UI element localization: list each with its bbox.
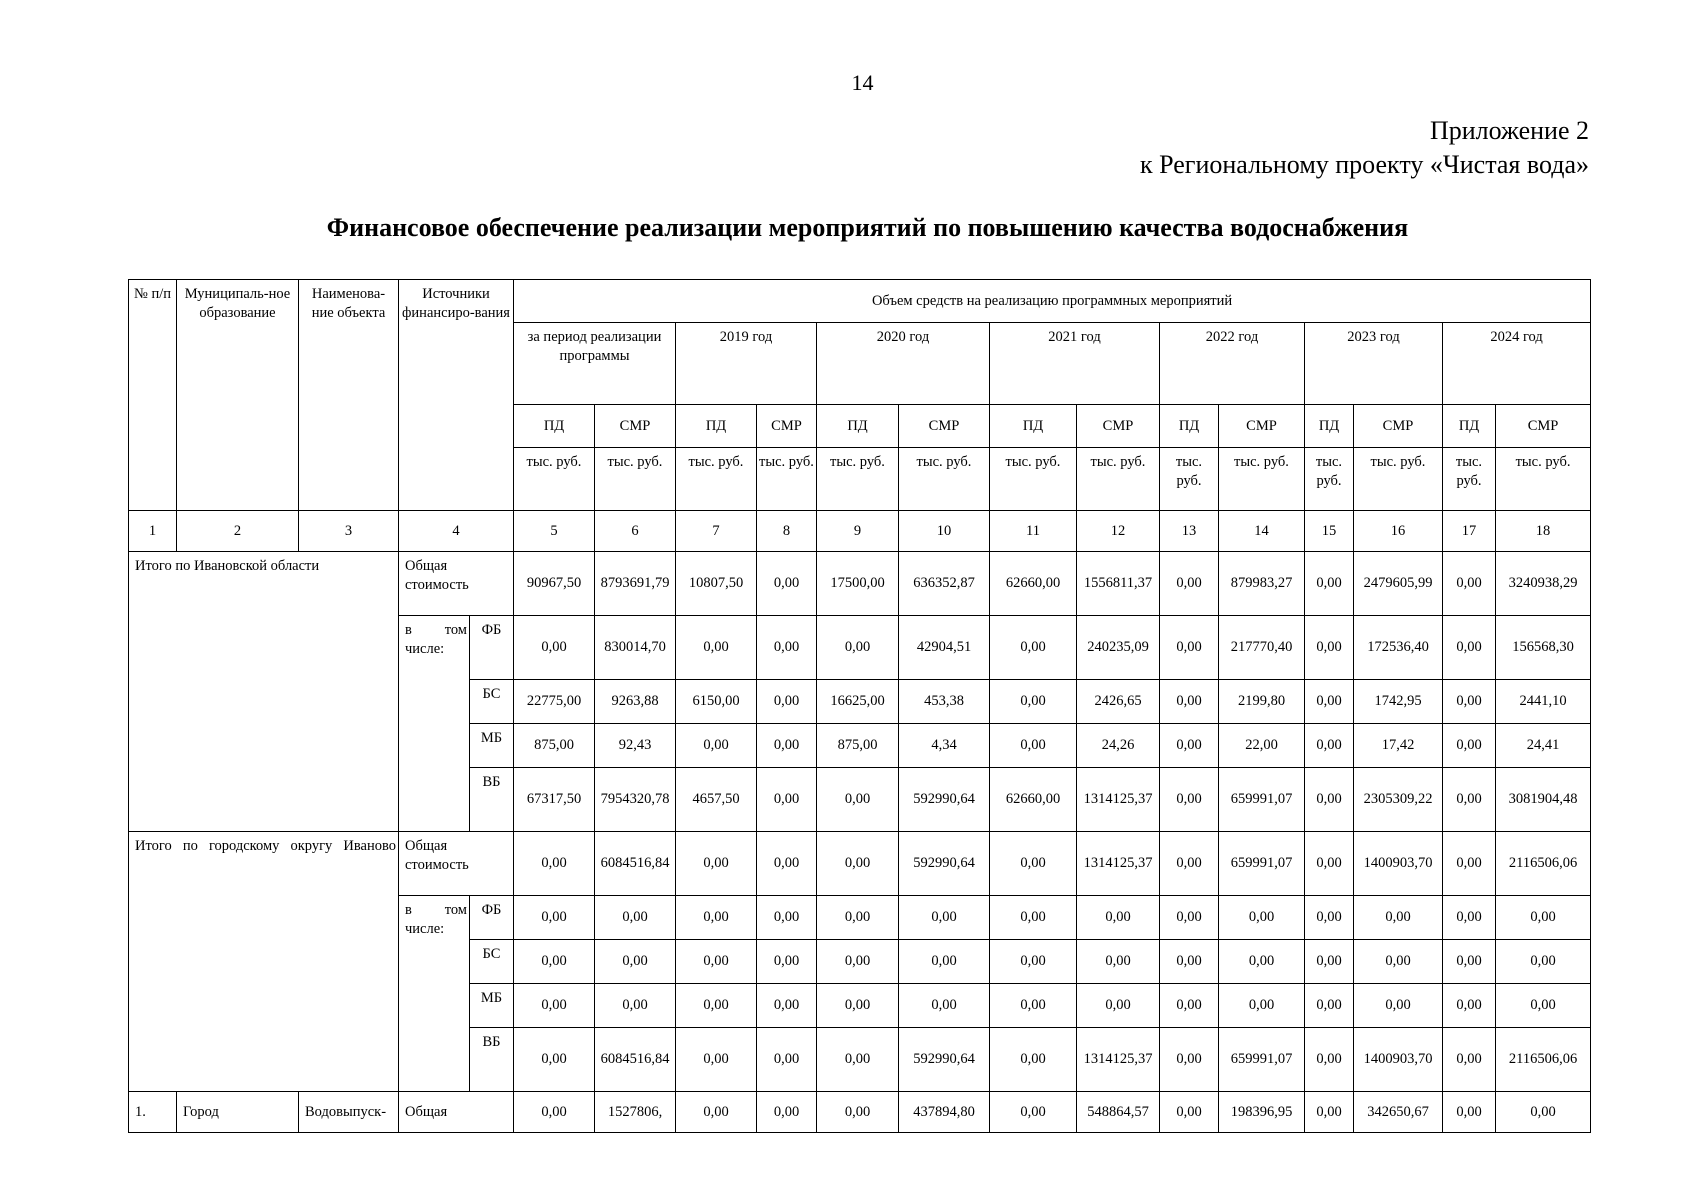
appendix-line-1: Приложение 2 — [1429, 116, 1589, 145]
value-cell: 156568,30 — [1496, 616, 1591, 680]
value-cell: 24,26 — [1077, 724, 1160, 768]
header-period: 2023 год — [1305, 323, 1443, 405]
value-cell: 879983,27 — [1219, 552, 1305, 616]
value-cell: 0,00 — [757, 724, 817, 768]
header-type: СМР — [899, 405, 990, 448]
header-unit: тыс. руб. — [1496, 448, 1591, 511]
value-cell: 0,00 — [676, 984, 757, 1028]
value-cell: 2199,80 — [1219, 680, 1305, 724]
value-cell: 0,00 — [1160, 832, 1219, 896]
header-column-number: 13 — [1160, 511, 1219, 552]
header-column-number: 6 — [595, 511, 676, 552]
value-cell: 0,00 — [514, 1092, 595, 1133]
value-cell: 1314125,37 — [1077, 1028, 1160, 1092]
value-cell: 2479605,99 — [1354, 552, 1443, 616]
value-cell: 0,00 — [1219, 984, 1305, 1028]
value-cell: 92,43 — [595, 724, 676, 768]
value-cell: 10807,50 — [676, 552, 757, 616]
value-cell: 0,00 — [1077, 984, 1160, 1028]
value-cell: 0,00 — [990, 616, 1077, 680]
header-period: 2022 год — [1160, 323, 1305, 405]
value-cell: 1527806, — [595, 1092, 676, 1133]
item-1-object: Водовыпуск- — [299, 1092, 399, 1133]
document-title: Финансовое обеспечение реализации мероприятий по повышению качества водоснабжения — [326, 213, 1409, 242]
value-cell: 0,00 — [676, 616, 757, 680]
value-cell: 0,00 — [757, 1028, 817, 1092]
header-unit: тыс. руб. — [990, 448, 1077, 511]
value-cell: 1556811,37 — [1077, 552, 1160, 616]
value-cell: 0,00 — [990, 724, 1077, 768]
value-cell: 0,00 — [817, 768, 899, 832]
value-cell: 0,00 — [1160, 768, 1219, 832]
value-cell: 659991,07 — [1219, 832, 1305, 896]
value-cell: 3081904,48 — [1496, 768, 1591, 832]
value-cell: 0,00 — [1443, 552, 1496, 616]
source-total-label: Общая стоимость — [399, 832, 514, 896]
value-cell: 0,00 — [1305, 616, 1354, 680]
value-cell: 0,00 — [757, 616, 817, 680]
value-cell: 42904,51 — [899, 616, 990, 680]
value-cell: 0,00 — [676, 1028, 757, 1092]
header-row-group — [129, 280, 1591, 323]
value-cell: 0,00 — [1443, 680, 1496, 724]
header-unit: тыс. руб. — [676, 448, 757, 511]
value-cell: 6084516,84 — [595, 832, 676, 896]
value-cell: 1400903,70 — [1354, 1028, 1443, 1092]
ivanovo-total-row — [129, 832, 1591, 896]
ivanovo-name-text: Итого по городскому округу Иваново — [135, 838, 396, 854]
value-cell: 437894,80 — [899, 1092, 990, 1133]
value-cell: 0,00 — [1496, 984, 1591, 1028]
header-column-number: 7 — [676, 511, 757, 552]
header-unit: тыс. руб. — [1305, 448, 1354, 511]
header-num: № п/п — [129, 280, 177, 511]
value-cell: 0,00 — [1496, 1092, 1591, 1133]
header-unit: тыс. руб. — [1354, 448, 1443, 511]
header-column-number: 15 — [1305, 511, 1354, 552]
appendix-note — [1140, 114, 1589, 182]
header-object: Наименова-ние объекта — [299, 280, 399, 511]
value-cell: 0,00 — [1305, 724, 1354, 768]
value-cell: 2305309,22 — [1354, 768, 1443, 832]
value-cell: 3240938,29 — [1496, 552, 1591, 616]
value-cell: 0,00 — [1160, 680, 1219, 724]
value-cell: 0,00 — [899, 896, 990, 940]
including-label-text: в том числе: — [405, 902, 467, 937]
header-type: СМР — [1354, 405, 1443, 448]
value-cell: 17500,00 — [817, 552, 899, 616]
including-label — [399, 896, 470, 1092]
value-cell: 0,00 — [1443, 984, 1496, 1028]
source-total-label: Общая стоимость — [399, 552, 514, 616]
header-unit: тыс. руб. — [1077, 448, 1160, 511]
item-1-municipality: Город — [177, 1092, 299, 1133]
value-cell: 0,00 — [1219, 896, 1305, 940]
value-cell: 0,00 — [1160, 896, 1219, 940]
value-cell: 1400903,70 — [1354, 832, 1443, 896]
value-cell: 0,00 — [990, 680, 1077, 724]
header-period: 2020 год — [817, 323, 990, 405]
value-cell: 592990,64 — [899, 768, 990, 832]
header-column-number: 3 — [299, 511, 399, 552]
source-fb-label: ФБ — [470, 896, 514, 940]
value-cell: 0,00 — [1160, 984, 1219, 1028]
header-column-number: 17 — [1443, 511, 1496, 552]
value-cell: 0,00 — [1496, 896, 1591, 940]
header-unit: тыс. руб. — [595, 448, 676, 511]
value-cell: 1314125,37 — [1077, 832, 1160, 896]
header-column-number: 16 — [1354, 511, 1443, 552]
value-cell: 0,00 — [1305, 1092, 1354, 1133]
header-unit: тыс. руб. — [1443, 448, 1496, 511]
header-column-number: 1 — [129, 511, 177, 552]
source-bs-label: БС — [470, 680, 514, 724]
source-bs-label: БС — [470, 940, 514, 984]
value-cell: 0,00 — [1354, 940, 1443, 984]
header-unit: тыс. руб. — [514, 448, 595, 511]
value-cell: 0,00 — [1443, 1092, 1496, 1133]
source-vb-label: ВБ — [470, 1028, 514, 1092]
header-municipality: Муниципаль-ное образование — [177, 280, 299, 511]
header-type: ПД — [1160, 405, 1219, 448]
value-cell: 0,00 — [1443, 616, 1496, 680]
value-cell: 0,00 — [817, 616, 899, 680]
value-cell: 0,00 — [1219, 940, 1305, 984]
value-cell: 0,00 — [817, 1028, 899, 1092]
header-row-column-numbers — [129, 511, 1591, 552]
value-cell: 0,00 — [1305, 832, 1354, 896]
value-cell: 0,00 — [757, 552, 817, 616]
value-cell: 62660,00 — [990, 768, 1077, 832]
header-column-number: 4 — [399, 511, 514, 552]
value-cell: 17,42 — [1354, 724, 1443, 768]
value-cell: 0,00 — [1354, 896, 1443, 940]
including-label — [399, 616, 470, 832]
value-cell: 0,00 — [1496, 940, 1591, 984]
value-cell: 0,00 — [817, 1092, 899, 1133]
value-cell: 0,00 — [676, 724, 757, 768]
value-cell: 0,00 — [514, 940, 595, 984]
value-cell: 0,00 — [1443, 724, 1496, 768]
header-unit: тыс. руб. — [1219, 448, 1305, 511]
value-cell: 2116506,06 — [1496, 1028, 1591, 1092]
value-cell: 0,00 — [1354, 984, 1443, 1028]
value-cell: 0,00 — [514, 1028, 595, 1092]
header-unit: тыс. руб. — [817, 448, 899, 511]
header-type: ПД — [990, 405, 1077, 448]
header-column-number: 10 — [899, 511, 990, 552]
value-cell: 0,00 — [514, 832, 595, 896]
value-cell: 875,00 — [514, 724, 595, 768]
value-cell: 6150,00 — [676, 680, 757, 724]
header-unit: тыс. руб. — [899, 448, 990, 511]
value-cell: 0,00 — [1305, 552, 1354, 616]
value-cell: 0,00 — [1305, 896, 1354, 940]
value-cell: 0,00 — [757, 1092, 817, 1133]
source-mb-label: МБ — [470, 984, 514, 1028]
value-cell: 6084516,84 — [595, 1028, 676, 1092]
value-cell: 0,00 — [1305, 680, 1354, 724]
value-cell: 0,00 — [899, 984, 990, 1028]
value-cell: 0,00 — [1160, 1028, 1219, 1092]
value-cell: 0,00 — [990, 940, 1077, 984]
header-type: ПД — [514, 405, 595, 448]
header-type: ПД — [817, 405, 899, 448]
including-label-text: в том числе: — [405, 622, 467, 657]
header-type: СМР — [1077, 405, 1160, 448]
region-total-row — [129, 552, 1591, 616]
header-column-number: 2 — [177, 511, 299, 552]
value-cell: 0,00 — [514, 984, 595, 1028]
header-column-number: 14 — [1219, 511, 1305, 552]
region-name — [129, 552, 399, 832]
value-cell: 0,00 — [1305, 940, 1354, 984]
value-cell: 0,00 — [1305, 1028, 1354, 1092]
value-cell: 0,00 — [817, 940, 899, 984]
header-period: 2019 год — [676, 323, 817, 405]
value-cell: 0,00 — [757, 984, 817, 1028]
value-cell: 0,00 — [1077, 940, 1160, 984]
value-cell: 22775,00 — [514, 680, 595, 724]
value-cell: 0,00 — [1305, 984, 1354, 1028]
value-cell: 342650,67 — [1354, 1092, 1443, 1133]
value-cell: 0,00 — [757, 680, 817, 724]
value-cell: 636352,87 — [899, 552, 990, 616]
value-cell: 16625,00 — [817, 680, 899, 724]
value-cell: 90967,50 — [514, 552, 595, 616]
value-cell: 548864,57 — [1077, 1092, 1160, 1133]
appendix-line-2: к Региональному проекту «Чистая вода» — [1140, 150, 1589, 179]
region-name-text: Итого по Ивановской области — [135, 558, 320, 574]
header-volume: Объем средств на реализацию программных мероприятий — [514, 280, 1591, 323]
value-cell: 0,00 — [990, 832, 1077, 896]
financing-table — [128, 279, 1591, 1133]
value-cell: 0,00 — [595, 984, 676, 1028]
header-period: 2021 год — [990, 323, 1160, 405]
value-cell: 62660,00 — [990, 552, 1077, 616]
header-sources: Источники финансиро-вания — [399, 280, 514, 511]
header-type: ПД — [1443, 405, 1496, 448]
item-1-row — [129, 1092, 1591, 1133]
value-cell: 659991,07 — [1219, 1028, 1305, 1092]
value-cell: 0,00 — [1443, 896, 1496, 940]
value-cell: 0,00 — [1160, 552, 1219, 616]
value-cell: 0,00 — [817, 896, 899, 940]
value-cell: 198396,95 — [1219, 1092, 1305, 1133]
header-type: СМР — [1496, 405, 1591, 448]
header-type: ПД — [676, 405, 757, 448]
page-number: 14 — [851, 70, 874, 95]
value-cell: 0,00 — [514, 896, 595, 940]
header-column-number: 11 — [990, 511, 1077, 552]
value-cell: 2441,10 — [1496, 680, 1591, 724]
header-period: за период реализации программы — [514, 323, 676, 405]
value-cell: 0,00 — [990, 984, 1077, 1028]
value-cell: 0,00 — [817, 984, 899, 1028]
value-cell: 0,00 — [1077, 896, 1160, 940]
value-cell: 1742,95 — [1354, 680, 1443, 724]
value-cell: 0,00 — [1160, 940, 1219, 984]
value-cell: 592990,64 — [899, 832, 990, 896]
value-cell: 67317,50 — [514, 768, 595, 832]
value-cell: 0,00 — [757, 940, 817, 984]
value-cell: 240235,09 — [1077, 616, 1160, 680]
value-cell: 0,00 — [1443, 832, 1496, 896]
value-cell: 8793691,79 — [595, 552, 676, 616]
value-cell: 0,00 — [1305, 768, 1354, 832]
value-cell: 0,00 — [899, 940, 990, 984]
value-cell: 217770,40 — [1219, 616, 1305, 680]
value-cell: 0,00 — [1160, 724, 1219, 768]
value-cell: 9263,88 — [595, 680, 676, 724]
value-cell: 0,00 — [1443, 768, 1496, 832]
value-cell: 0,00 — [1443, 940, 1496, 984]
header-unit: тыс. руб. — [757, 448, 817, 511]
value-cell: 0,00 — [514, 616, 595, 680]
header-type: СМР — [757, 405, 817, 448]
value-cell: 592990,64 — [899, 1028, 990, 1092]
value-cell: 0,00 — [595, 940, 676, 984]
ivanovo-name — [129, 832, 399, 1092]
value-cell: 0,00 — [1160, 616, 1219, 680]
item-1-num: 1. — [129, 1092, 177, 1133]
value-cell: 0,00 — [595, 896, 676, 940]
value-cell: 0,00 — [757, 896, 817, 940]
value-cell: 2426,65 — [1077, 680, 1160, 724]
header-period: 2024 год — [1443, 323, 1591, 405]
header-column-number: 8 — [757, 511, 817, 552]
value-cell: 0,00 — [817, 832, 899, 896]
value-cell: 0,00 — [757, 832, 817, 896]
value-cell: 0,00 — [990, 1028, 1077, 1092]
value-cell: 4657,50 — [676, 768, 757, 832]
value-cell: 0,00 — [676, 832, 757, 896]
value-cell: 1314125,37 — [1077, 768, 1160, 832]
value-cell: 453,38 — [899, 680, 990, 724]
header-column-number: 5 — [514, 511, 595, 552]
value-cell: 0,00 — [757, 768, 817, 832]
item-1-source: Общая — [399, 1092, 514, 1133]
header-column-number: 18 — [1496, 511, 1591, 552]
source-fb-label: ФБ — [470, 616, 514, 680]
header-type: СМР — [1219, 405, 1305, 448]
header-type: ПД — [1305, 405, 1354, 448]
value-cell: 0,00 — [990, 1092, 1077, 1133]
value-cell: 24,41 — [1496, 724, 1591, 768]
header-column-number: 12 — [1077, 511, 1160, 552]
value-cell: 22,00 — [1219, 724, 1305, 768]
value-cell: 0,00 — [990, 896, 1077, 940]
value-cell: 7954320,78 — [595, 768, 676, 832]
value-cell: 875,00 — [817, 724, 899, 768]
source-vb-label: ВБ — [470, 768, 514, 832]
value-cell: 0,00 — [1160, 1092, 1219, 1133]
value-cell: 4,34 — [899, 724, 990, 768]
header-unit: тыс. руб. — [1160, 448, 1219, 511]
source-mb-label: МБ — [470, 724, 514, 768]
value-cell: 172536,40 — [1354, 616, 1443, 680]
value-cell: 659991,07 — [1219, 768, 1305, 832]
header-column-number: 9 — [817, 511, 899, 552]
value-cell: 0,00 — [1443, 1028, 1496, 1092]
header-type: СМР — [595, 405, 676, 448]
value-cell: 0,00 — [676, 896, 757, 940]
value-cell: 0,00 — [676, 940, 757, 984]
value-cell: 830014,70 — [595, 616, 676, 680]
value-cell: 0,00 — [676, 1092, 757, 1133]
value-cell: 2116506,06 — [1496, 832, 1591, 896]
